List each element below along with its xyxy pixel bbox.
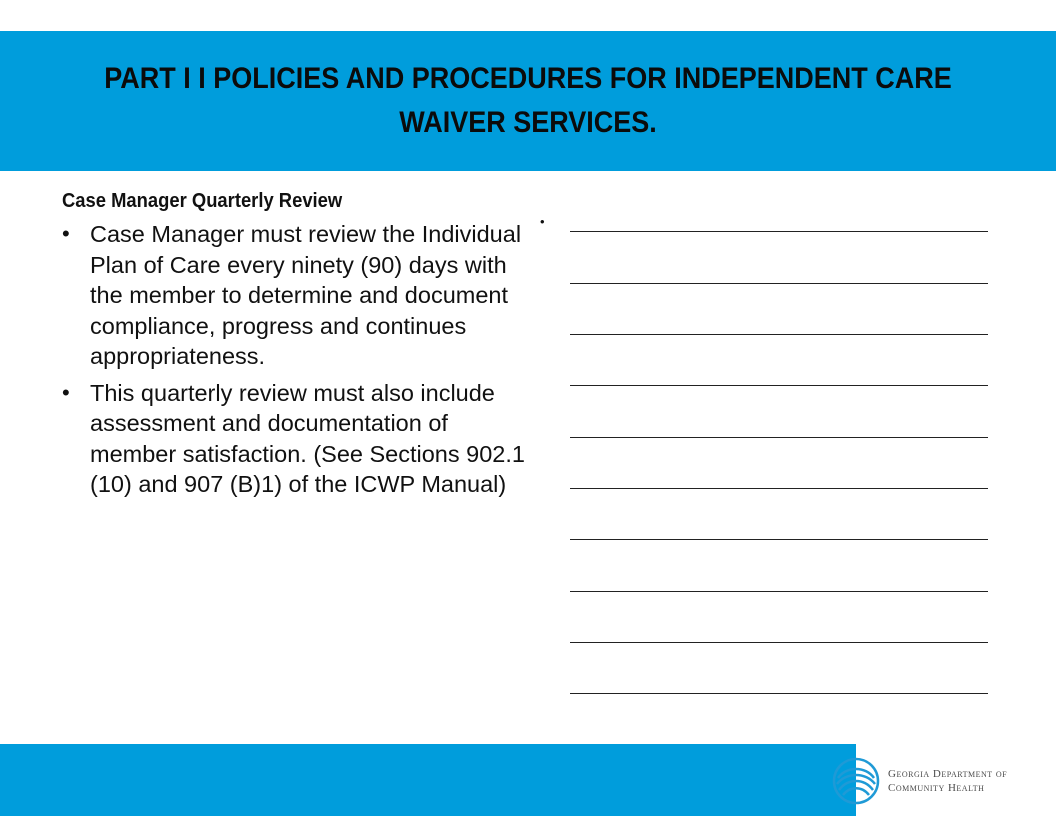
note-blank-line bbox=[570, 642, 988, 643]
notes-bullet-icon: • bbox=[540, 214, 545, 229]
note-blank-line bbox=[570, 283, 988, 284]
note-blank-line bbox=[570, 488, 988, 489]
note-blank-line bbox=[570, 385, 988, 386]
title-banner bbox=[0, 31, 1056, 171]
note-blank-line bbox=[570, 539, 988, 540]
bullet-text: This quarterly review must also include assessment and documentation of member satisfaction. (See Sections 902.1 (10) and 907 (B)1) of the ICWP Manual) bbox=[90, 379, 525, 497]
note-blank-line bbox=[570, 437, 988, 438]
note-blank-line bbox=[570, 231, 988, 232]
footer-band bbox=[0, 744, 856, 816]
logo-line-1: Georgia Department of bbox=[888, 768, 1008, 780]
bullet-list bbox=[62, 219, 532, 500]
note-blank-line bbox=[570, 334, 988, 335]
gdch-logo bbox=[828, 756, 1028, 806]
bullet-item bbox=[62, 378, 532, 500]
gdch-swirl-logo-icon bbox=[828, 756, 884, 806]
logo-line-2: Community Health bbox=[888, 782, 985, 794]
slide-title: PART I I POLICIES AND PROCEDURES FOR INDEPENDENT CARE WAIVER SERVICES. bbox=[104, 62, 952, 139]
bullet-text: Case Manager must review the Individual Plan of Care every ninety (90) days with the member to determine and document compliance, progress and continues appropriateness. bbox=[90, 221, 522, 369]
bullet-item bbox=[62, 219, 532, 372]
logo-wordmark bbox=[888, 767, 1007, 795]
section-subheading: Case Manager Quarterly Review bbox=[62, 190, 343, 212]
note-blank-line bbox=[570, 591, 988, 592]
bullet-icon: • bbox=[62, 221, 70, 246]
note-blank-line bbox=[570, 693, 988, 694]
content-left-column bbox=[62, 190, 532, 506]
bullet-icon: • bbox=[62, 379, 70, 405]
